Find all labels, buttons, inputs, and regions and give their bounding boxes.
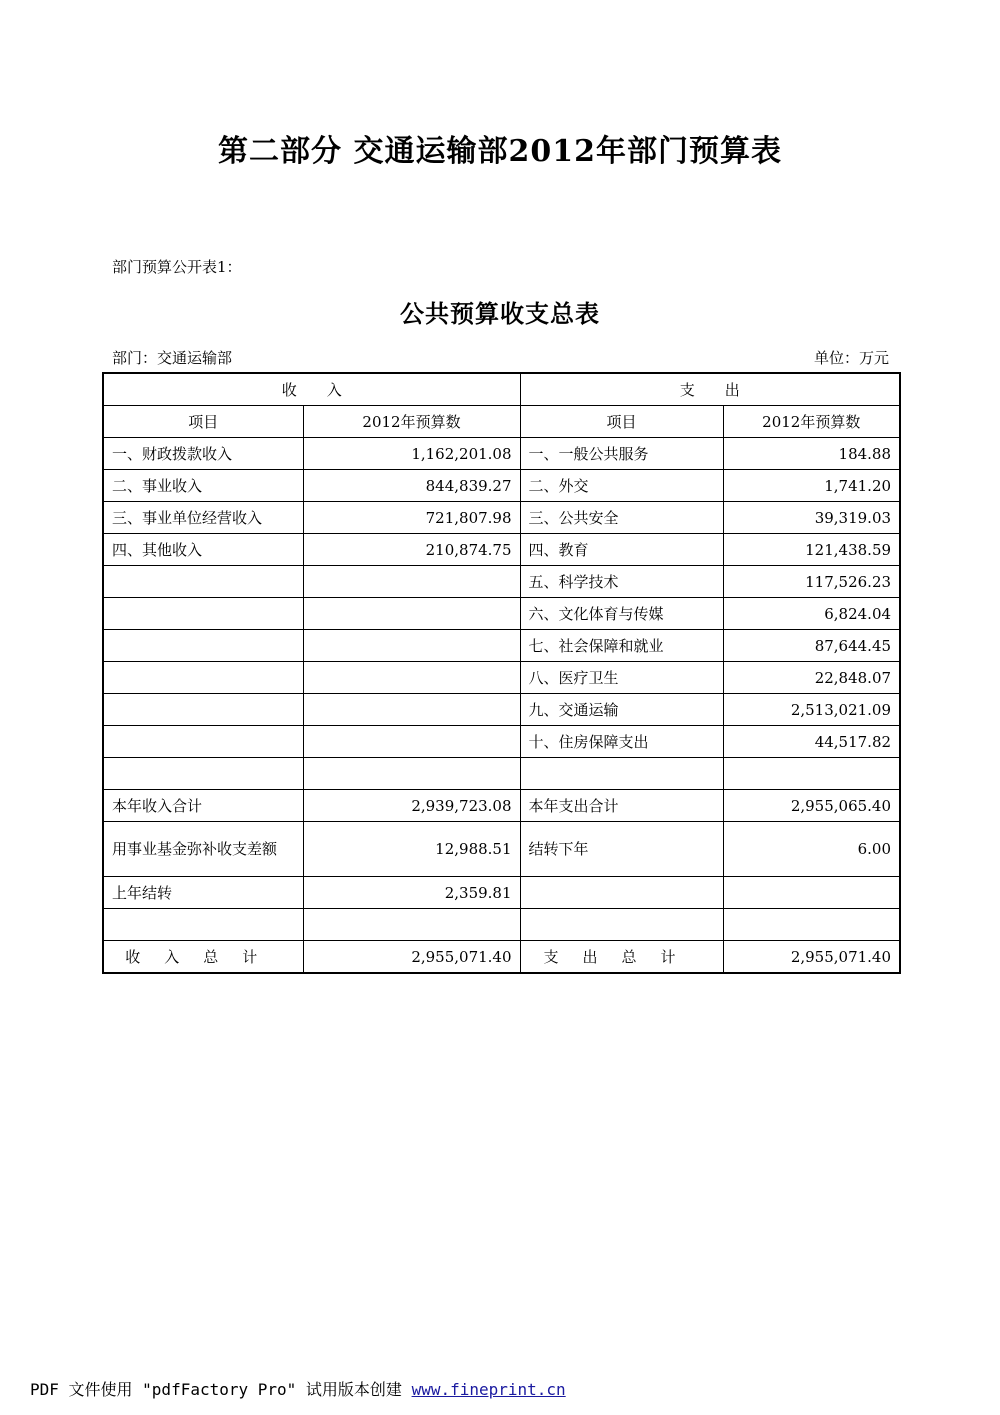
table-row bbox=[103, 726, 900, 758]
income-item-cell bbox=[103, 909, 303, 941]
income-budget-header: 2012年预算数 bbox=[303, 406, 520, 438]
expense-total-label: 支出总计 bbox=[520, 941, 723, 974]
expense-value-cell: 87,644.45 bbox=[723, 630, 900, 662]
income-item-cell bbox=[103, 726, 303, 758]
footer-text: PDF 文件使用 "pdfFactory Pro" 试用版本创建 bbox=[30, 1380, 412, 1399]
table-row bbox=[103, 502, 900, 534]
table-row bbox=[103, 758, 900, 790]
unit-label: 单位：万元 bbox=[813, 349, 889, 367]
income-value-cell: 210,874.75 bbox=[303, 534, 520, 566]
income-value-cell bbox=[303, 726, 520, 758]
table-row bbox=[103, 790, 900, 822]
table-row bbox=[103, 470, 900, 502]
table-row bbox=[103, 598, 900, 630]
income-value-cell: 721,807.98 bbox=[303, 502, 520, 534]
income-item-cell bbox=[103, 598, 303, 630]
expense-item-cell: 六、文化体育与传媒 bbox=[520, 598, 723, 630]
column-header-row bbox=[103, 406, 900, 438]
expense-item-cell: 九、交通运输 bbox=[520, 694, 723, 726]
income-value-cell bbox=[303, 662, 520, 694]
expense-item-cell bbox=[520, 877, 723, 909]
income-item-cell: 四、其他收入 bbox=[103, 534, 303, 566]
expense-value-cell: 184.88 bbox=[723, 438, 900, 470]
income-value-cell bbox=[303, 630, 520, 662]
expense-value-cell bbox=[723, 909, 900, 941]
expense-item-cell: 三、公共安全 bbox=[520, 502, 723, 534]
income-item-cell: 三、事业单位经营收入 bbox=[103, 502, 303, 534]
expense-item-cell: 五、科学技术 bbox=[520, 566, 723, 598]
expense-total-value: 2,955,071.40 bbox=[723, 941, 900, 974]
table-row bbox=[103, 566, 900, 598]
group-header-row bbox=[103, 373, 900, 406]
expense-value-cell: 117,526.23 bbox=[723, 566, 900, 598]
expense-item-cell bbox=[520, 758, 723, 790]
income-item-cell: 二、事业收入 bbox=[103, 470, 303, 502]
expense-value-cell: 2,513,021.09 bbox=[723, 694, 900, 726]
expense-value-cell: 1,741.20 bbox=[723, 470, 900, 502]
expense-item-header: 项目 bbox=[520, 406, 723, 438]
income-value-cell: 1,162,201.08 bbox=[303, 438, 520, 470]
expense-value-cell: 39,319.03 bbox=[723, 502, 900, 534]
expense-item-cell: 结转下年 bbox=[520, 822, 723, 877]
income-value-cell bbox=[303, 909, 520, 941]
pdf-footer bbox=[30, 1377, 566, 1400]
table-number-label: 部门预算公开表1： bbox=[112, 258, 242, 276]
expense-item-cell: 十、住房保障支出 bbox=[520, 726, 723, 758]
expense-value-cell: 2,955,065.40 bbox=[723, 790, 900, 822]
table-row bbox=[103, 534, 900, 566]
income-value-cell bbox=[303, 758, 520, 790]
page-title: 第二部分 交通运输部2012年部门预算表 bbox=[218, 134, 782, 169]
income-item-cell bbox=[103, 694, 303, 726]
table-row bbox=[103, 438, 900, 470]
footer-link[interactable]: www.fineprint.cn bbox=[411, 1380, 566, 1399]
expense-item-cell: 七、社会保障和就业 bbox=[520, 630, 723, 662]
expense-value-cell: 6.00 bbox=[723, 822, 900, 877]
income-item-cell bbox=[103, 758, 303, 790]
income-group-header: 收 入 bbox=[103, 373, 520, 406]
expense-value-cell: 6,824.04 bbox=[723, 598, 900, 630]
department-label: 部门：交通运输部 bbox=[112, 349, 233, 367]
income-item-cell: 本年收入合计 bbox=[103, 790, 303, 822]
expense-value-cell: 22,848.07 bbox=[723, 662, 900, 694]
expense-item-cell: 八、医疗卫生 bbox=[520, 662, 723, 694]
income-total-value: 2,955,071.40 bbox=[303, 941, 520, 974]
table-row bbox=[103, 877, 900, 909]
income-item-cell: 一、财政拨款收入 bbox=[103, 438, 303, 470]
income-value-cell: 12,988.51 bbox=[303, 822, 520, 877]
budget-table bbox=[102, 372, 901, 974]
income-item-cell bbox=[103, 662, 303, 694]
income-value-cell bbox=[303, 598, 520, 630]
income-value-cell bbox=[303, 566, 520, 598]
income-value-cell: 2,359.81 bbox=[303, 877, 520, 909]
expense-budget-header: 2012年预算数 bbox=[723, 406, 900, 438]
income-item-cell: 上年结转 bbox=[103, 877, 303, 909]
table-row bbox=[103, 822, 900, 877]
income-value-cell bbox=[303, 694, 520, 726]
expense-item-cell bbox=[520, 909, 723, 941]
income-total-label: 收入总计 bbox=[103, 941, 303, 974]
income-value-cell: 844,839.27 bbox=[303, 470, 520, 502]
expense-value-cell bbox=[723, 877, 900, 909]
expense-item-cell: 本年支出合计 bbox=[520, 790, 723, 822]
income-item-cell bbox=[103, 630, 303, 662]
expense-item-cell: 一、一般公共服务 bbox=[520, 438, 723, 470]
expense-item-cell: 四、教育 bbox=[520, 534, 723, 566]
table-row bbox=[103, 630, 900, 662]
income-item-cell bbox=[103, 566, 303, 598]
expense-item-cell: 二、外交 bbox=[520, 470, 723, 502]
table-row bbox=[103, 694, 900, 726]
expense-value-cell: 44,517.82 bbox=[723, 726, 900, 758]
expense-value-cell: 121,438.59 bbox=[723, 534, 900, 566]
income-value-cell: 2,939,723.08 bbox=[303, 790, 520, 822]
income-item-cell: 用事业基金弥补收支差额 bbox=[103, 822, 303, 877]
table-row bbox=[103, 662, 900, 694]
table-row bbox=[103, 909, 900, 941]
table-title: 公共预算收支总表 bbox=[400, 299, 600, 328]
expense-group-header: 支 出 bbox=[520, 373, 900, 406]
income-item-header: 项目 bbox=[103, 406, 303, 438]
expense-value-cell bbox=[723, 758, 900, 790]
total-row bbox=[103, 941, 900, 974]
